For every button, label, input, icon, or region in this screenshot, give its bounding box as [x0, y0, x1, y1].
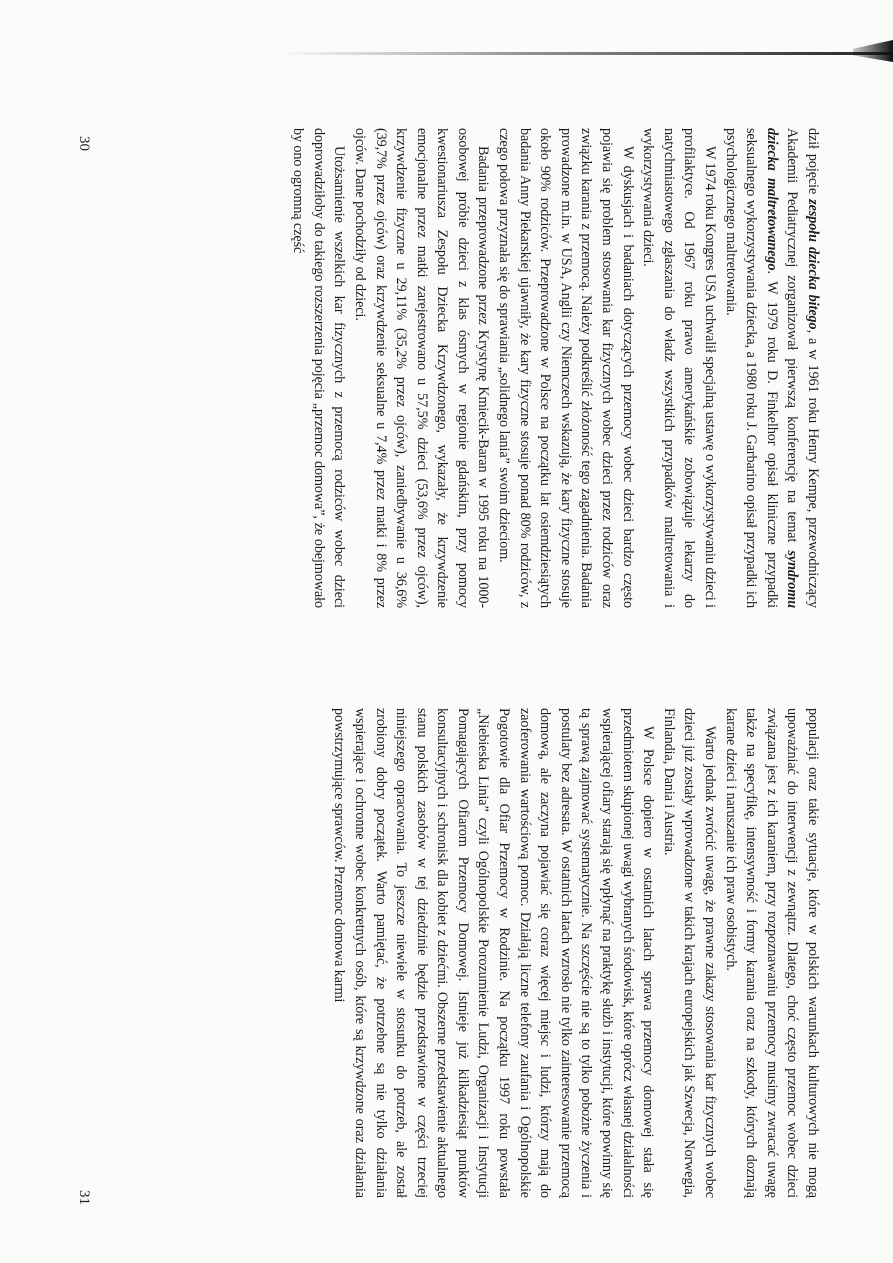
- page-31-text: [329, 708, 823, 1198]
- text-run: dził pojęcie: [805, 128, 821, 200]
- paragraph: [720, 128, 823, 608]
- paragraph: [329, 708, 659, 1198]
- scan-shadow-line: [280, 52, 893, 55]
- emphasized-term: syndromu dziecka maltretowanego: [763, 128, 801, 608]
- text-run: W dyskusjach i badaniach dotyczących przemocy wobec dzieci bardzo często pojawia się problem stosowania kar fizycznych wobec dzieci przez rodziców oraz związku karania z przemocą. Należy podkreślić złożoność tego zagadnienia. Badania prowadzone m.in. w USA, Anglii czy Niemczech wskazują, że kary fizyczne stosuje około 90% rodziców. Przeprowadzone w Polsce na początku lat osiemdziesiątych badania Anny Piekarskiej ujawniły, że kary fizyczne stosuje ponad 80% rodziców, z czego połowa przyznała się do sprawiania „solidnego lania” swoim dzieciom.: [496, 128, 636, 608]
- paragraph: [349, 128, 493, 608]
- page-30-text: [288, 128, 823, 608]
- paragraph: [494, 128, 638, 608]
- paragraph: [720, 708, 823, 1198]
- scan-edge-mark: [853, 40, 893, 62]
- text-run: W Polsce dopiero w ostatnich latach sprawa przemocy domowej stała się przedmiotem skupionej uwagi wybranych środowisk, które oprócz własnej działalności wspierającej ofiary starają się wpłynąć na praktykę służb i instytucji, które powinny się tą sprawą zajmować systematycznie. Na szczęście nie są to tylko pobożne życzenia i postulaty bez adresata. W ostatnich latach wzrosło nie tylko zainteresowanie przemocą domową, ale zaczyna pojawiać się coraz więcej miejsc i ludzi, którzy mają do zaoferowania wartościową pomoc. Działają liczne telefony zaufania i Ogólnopolskie Pogotowie dla Ofiar Przemocy w Rodzinie. Na początku 1997 roku powstała „Niebieska Linia” czyli Ogólnopolskie Porozumienie Ludzi, Organizacji i Instytucji Pomagających Ofiarom Przemocy Domowej. Istnieje już kilkadziesiąt punktów konsultacyjnych i schronisk dla kobiet z dziećmi. Obszerne przedstawienie aktualnego stanu polskich zasobów w tej dziedzinie będzie przedstawione w części trzeciej niniejszego opracowania. To jeszcze niewiele w stosunku do potrzeb, ale został zrobiony dobry początek. Warto pamiętać, że potrzebne są nie tylko działania wspierające i ochronne wobec konkretnych osób, które są krzywdzone oraz działania powstrzymujące sprawców. Przemoc domowa karmi: [331, 708, 657, 1198]
- text-run: , a w 1961 roku Henry Kempe, przewodniczący Akademii Pediatrycznej zorganizował pierwszą konferencję na temat: [784, 128, 821, 609]
- page-number-30: 30: [76, 136, 92, 151]
- page-number-31: 31: [76, 1190, 92, 1205]
- paragraph: [658, 708, 720, 1198]
- text-run: Utożsamienie wszelkich kar fizycznych z przemocą rodziców wobec dzieci doprowadziłoby do takiego rozszerzenia pojęcia „przemoc domowa”, że obejmowało by ono ogromną część: [290, 128, 348, 608]
- text-run: W 1974 roku Kongres USA uchwalił specjalną ustawę o wykorzystywaniu dzieci i profilaktyce. Od 1967 roku prawo amerykańskie zobowiązuje lekarzy do natychmiastowego zgłaszania do władz wszystkich przypadków maltretowania i wykorzystywania dzieci.: [640, 128, 719, 608]
- text-run: populacji oraz takie sytuacje, które w polskich warunkach kulturowych nie mogą upoważniać do interwencji z zewnątrz. Dlatego, choć często przemoc wobec dzieci związana jest z ich karaniem, przy rozpoznawaniu przemocy musimy zwracać uwagę także na specyfikę, intensywność i formy karania oraz na szkody, których doznają karane dzieci i naruszanie ich praw osobistych.: [722, 708, 821, 1198]
- text-run: Warto jednak zwrócić uwagę, że prawne zakazy stosowania kar fizycznych wobec dzieci już zostały wprowadzone w takich krajach europejskich jak Szwecja, Norwegia, Finlandia, Dania i Austria.: [660, 708, 719, 1198]
- paragraph: [288, 128, 350, 608]
- text-run: Badania przeprowadzone przez Krystynę Kmiecik-Baran w 1995 roku na 1000-osobowej próbie dzieci z klas ósmych w regionie gdańskim, przy pomocy kwestionariusza Zespołu Dziecka Krzywdzonego, wykazały, że krzywdzenie emocjonalne przez matki zarejestrowano u 57,5% dzieci (53,6% przez ojców), krzywdzenie fizyczne u 29,11% (35,2% przez ojców), zaniedbywanie u 36,6% (39,7% przez ojców) oraz krzywdzenie seksualne u 7,4% przez matki i 8% przez ojców. Dane pochodziły od dzieci.: [351, 128, 492, 608]
- paragraph: [638, 128, 720, 608]
- text-run: . W 1979 roku D. Finkelhor opisał kliniczne przypadki seksualnego wykorzystywania dziecka, a 1980 roku J. Garbarino opisał przypadki ich psychologicznego maltretowania.: [722, 128, 780, 609]
- emphasized-term: zespołu dziecka bitego: [805, 199, 821, 330]
